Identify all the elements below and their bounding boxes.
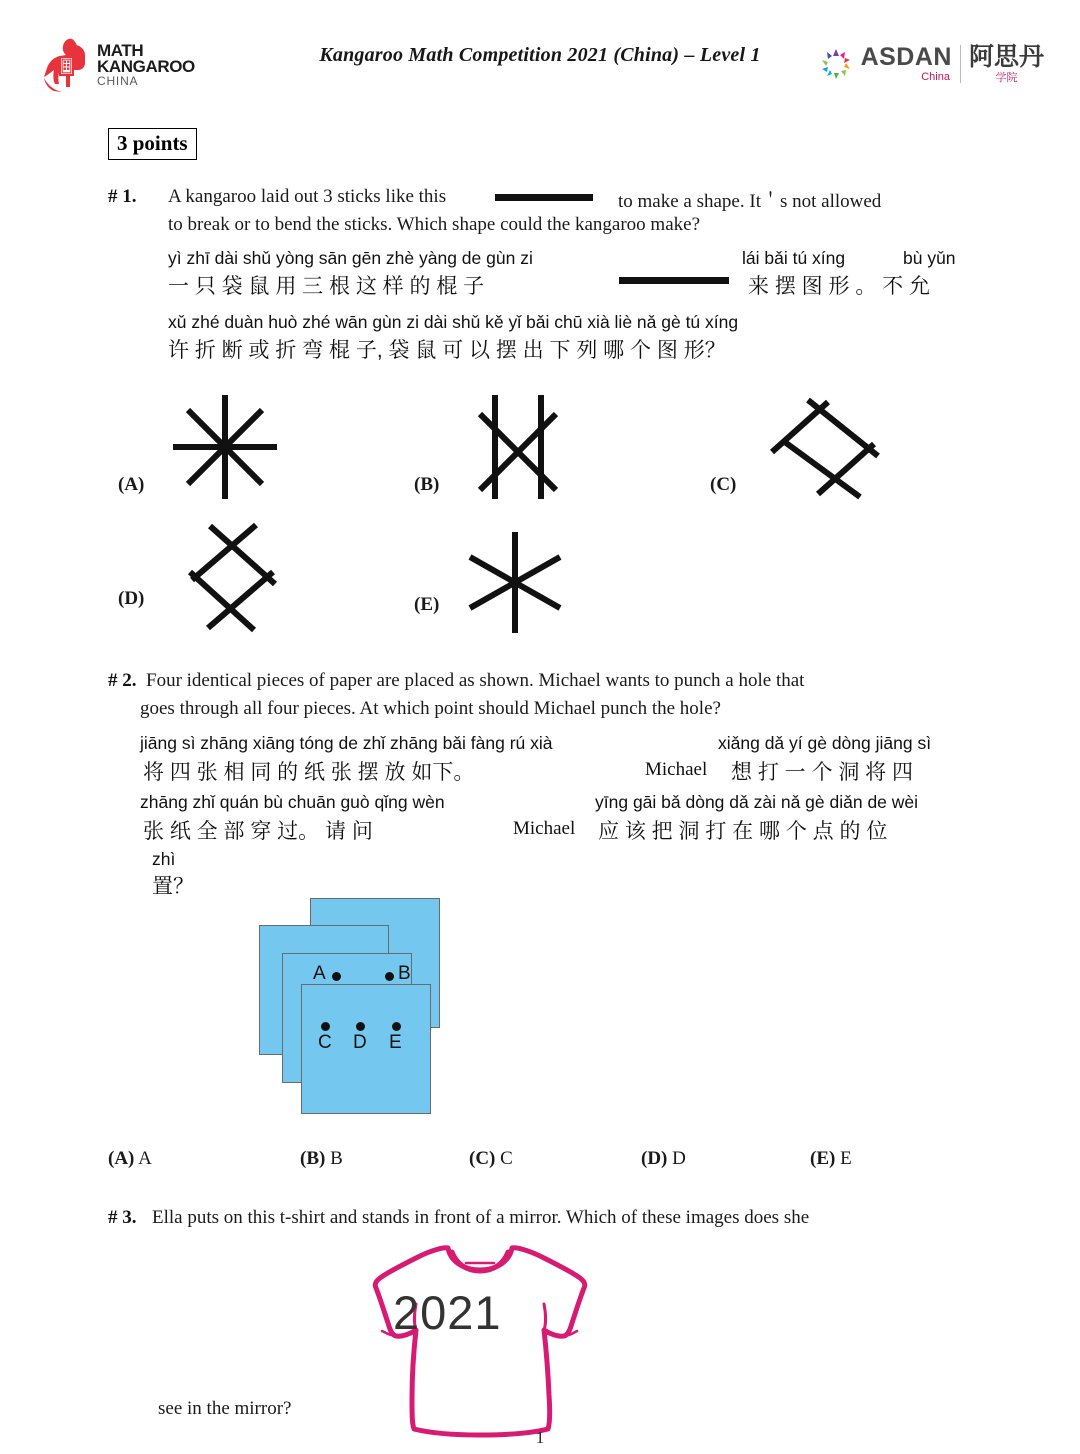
hole-point-a-dot [332, 972, 341, 981]
option-c-label-q2: (C) [469, 1148, 496, 1169]
hole-point-c-label: C [318, 1032, 332, 1053]
question-1-cn-line1a: 一 只 袋 鼠 用 三 根 这 样 的 棍 子 [168, 275, 485, 298]
option-b-label-q2: (B) [300, 1148, 326, 1169]
option-e-label-q2: (E) [810, 1148, 836, 1169]
question-3-en-line1: Ella puts on this t-shirt and stands in front of a mirror. Which of these images does she [152, 1207, 810, 1228]
hole-point-d-label: D [353, 1032, 367, 1053]
question-1-en-line1a: A kangaroo laid out 3 sticks like this [168, 186, 447, 207]
question-2-pinyin-line1a: jiāng sì zhāng xiāng tóng de zhǐ zhāng bǎi fàng rú xià [140, 733, 553, 753]
points-section-label: 3 points [108, 128, 197, 160]
question-2-pinyin-line2b: yīng gāi bǎ dòng dǎ zài nǎ gè diǎn de wèi [595, 792, 919, 812]
question-1-number: # 1. [108, 186, 137, 207]
question-1-cn-line1b: 来 摆 图 形 。 不 允 [748, 275, 931, 298]
question-2-cn-line2-name: Michael [513, 818, 576, 839]
question-2-pinyin-line1b: xiǎng dǎ yí gè dòng jiāng sì [718, 733, 932, 753]
asdan-wordmark: ASDAN [860, 43, 952, 71]
question-2-cn-line3: 置？ [152, 875, 194, 898]
option-b-q2 [300, 1148, 343, 1170]
option-a-figure-asterisk-8-point [170, 392, 280, 502]
option-e-text-q2: E [840, 1148, 852, 1169]
question-2-cn-line1a: 将 四 张 相 同 的 纸 张 摆 放 如下。 [143, 761, 475, 784]
asdan-china-logo [819, 38, 1044, 90]
option-c-label-q1: (C) [710, 474, 737, 495]
stick-sample-icon [495, 194, 593, 201]
question-2-cn-line2b: 应 该 把 洞 打 在 哪 个 点 的 位 [598, 820, 888, 843]
option-d-text-q2: D [672, 1148, 686, 1169]
question-2-cn-line1b: 想 打 一 个 洞 将 四 [731, 761, 914, 784]
option-b-text-q2: B [330, 1148, 343, 1169]
option-c-text-q2: C [500, 1148, 513, 1169]
paper-stack-diagram [230, 898, 480, 1118]
option-a-q2 [108, 1148, 152, 1170]
question-2-cn-line2a: 张 纸 全 部 穿 过。 请 问 [143, 820, 373, 843]
question-1-pinyin-line2: xǔ zhé duàn huò zhé wān gùn zi dài shǔ kě yǐ bǎi chū xià liè nǎ gè tú xíng [168, 312, 739, 332]
hole-point-e-label: E [389, 1032, 402, 1053]
logo-line-math: MATH [97, 40, 144, 60]
question-2-number: # 2. [108, 670, 137, 691]
question-2-pinyin-line3: zhì [152, 849, 176, 869]
question-1-pinyin-line1a: yì zhī dài shǔ yòng sān gēn zhè yàng de gùn zi [168, 248, 533, 268]
option-d-label-q1: (D) [118, 588, 145, 609]
stick-sample-icon-cn [619, 277, 729, 284]
option-d-q2 [641, 1148, 686, 1170]
asdan-chinese-subtitle: 学院 [995, 71, 1018, 84]
option-c-figure-tilted-rectangle-crossed [760, 392, 885, 502]
option-b-label-q1: (B) [414, 474, 440, 495]
asdan-chinese-name: 阿思丹 [968, 42, 1044, 71]
logo-line-china: CHINA [97, 73, 139, 88]
question-3-number: # 3. [108, 1207, 137, 1228]
question-3-en-line2: see in the mirror? [158, 1398, 292, 1419]
option-a-label-q1: (A) [118, 474, 145, 495]
question-1-en-line2: to break or to bend the sticks. Which shape could the kangaroo make? [168, 214, 701, 235]
page-header [0, 34, 1080, 96]
document-title: Kangaroo Math Competition 2021 (China) – Level 1 [319, 44, 761, 66]
hole-point-b-dot [385, 972, 394, 981]
question-2-en-line1: Four identical pieces of paper are placed as shown. Michael wants to punch a hole that [146, 670, 805, 691]
hole-point-a-label: A [313, 963, 326, 984]
option-e-label-q1: (E) [414, 594, 440, 615]
hole-point-e-dot [392, 1022, 401, 1031]
question-1-en-line1b: to make a shape. It＇s not allowed [618, 191, 882, 212]
option-e-figure-asterisk-6-point [460, 530, 570, 635]
question-2-pinyin-line2a: zhāng zhǐ quán bù chuān guò qǐng wèn [140, 792, 445, 812]
question-2-en-line2: goes through all four pieces. At which point should Michael punch the hole? [140, 698, 721, 719]
hole-point-c-dot [321, 1022, 330, 1031]
logo-line-kangaroo: KANGAROO [97, 56, 195, 76]
option-c-q2 [469, 1148, 513, 1170]
question-1-pinyin-line1b: lái bǎi tú xíng [742, 248, 846, 268]
hole-point-b-label: B [398, 963, 411, 984]
logo-divider [960, 45, 961, 83]
option-b-figure-two-verticals-with-x [468, 392, 568, 502]
question-1-cn-line2: 许 折 断 或 折 弯 棍 子, 袋 鼠 可 以 摆 出 下 列 哪 个 图 形？ [168, 339, 726, 362]
tshirt-print-text: 2021 [393, 1286, 502, 1339]
question-2-cn-line1-name: Michael [645, 759, 708, 780]
option-e-q2 [810, 1148, 852, 1170]
asdan-burst-icon [819, 47, 853, 81]
question-1-pinyin-line1c: bù yǔn [903, 248, 956, 268]
option-d-figure-diamond-crossed [170, 520, 295, 635]
option-d-label-q2: (D) [641, 1148, 668, 1169]
option-a-text-q2: A [138, 1148, 152, 1169]
hole-point-d-dot [356, 1022, 365, 1031]
asdan-subtitle: China [921, 71, 950, 83]
page-number: 1 [535, 1428, 545, 1447]
option-a-label-q2: (A) [108, 1148, 135, 1169]
